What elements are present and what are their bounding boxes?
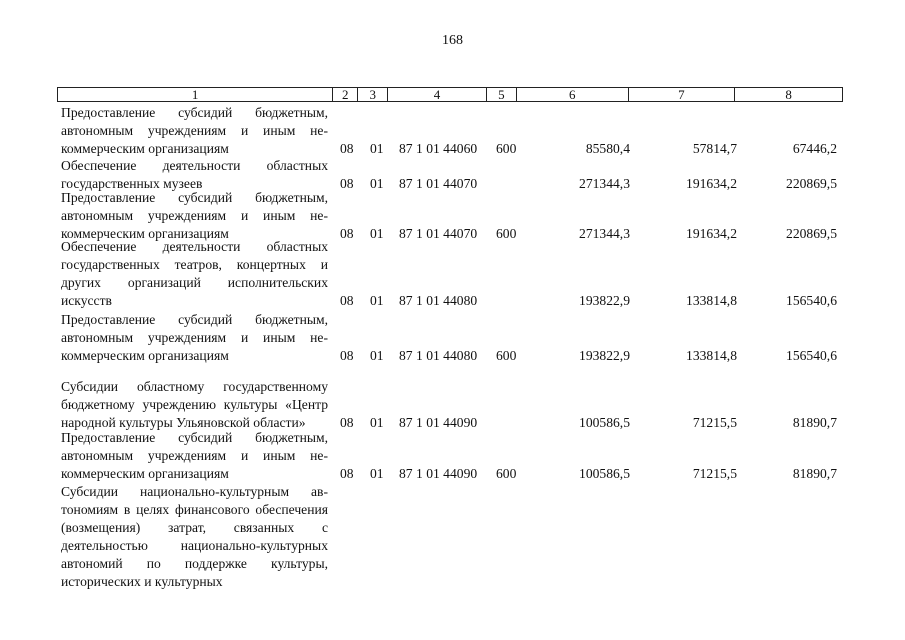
row-description: Субсидии национально-культурным автономиям в целях финансового обеспечения (возмещения) затрат, связанных с деятельностью национально-культурных автономий по поддержке культуры, исторических и культурных xyxy=(61,484,328,589)
column-header-7: 7 xyxy=(629,88,736,101)
cell-section: 08 xyxy=(340,141,354,156)
cell-amount-6: 193822,9 xyxy=(579,293,630,308)
column-header-1: 1 xyxy=(58,88,333,101)
cell-section: 08 xyxy=(340,293,354,308)
column-header-4: 4 xyxy=(388,88,487,101)
cell-subsection: 01 xyxy=(370,415,384,430)
column-header-8: 8 xyxy=(785,87,792,102)
cell-subsection: 01 xyxy=(370,466,384,481)
cell-amount-8: 220869,5 xyxy=(786,226,837,241)
cell-amount-8: 156540,6 xyxy=(786,293,837,308)
cell-expense-type: 600 xyxy=(496,466,517,481)
cell-amount-6: 100586,5 xyxy=(579,466,630,481)
cell-amount-7: 71215,5 xyxy=(692,466,737,481)
cell-amount-7: 191634,2 xyxy=(686,176,737,191)
row-description: Предоставление субсидий бюджетным, автономным учреждениям и иным некоммерческим организациям xyxy=(61,430,328,481)
cell-amount-8: 81890,7 xyxy=(792,466,837,481)
cell-amount-7: 71215,5 xyxy=(692,415,737,430)
cell-target-article: 87 1 01 44060 xyxy=(399,141,478,156)
cell-target-article: 87 1 01 44090 xyxy=(399,466,478,481)
cell-amount-7: 133814,8 xyxy=(686,348,737,363)
cell-target-article: 87 1 01 44080 xyxy=(399,348,478,363)
column-header-2: 2 xyxy=(333,88,358,101)
cell-amount-6: 271344,3 xyxy=(579,176,630,191)
cell-amount-7: 133814,8 xyxy=(686,293,737,308)
cell-amount-8: 81890,7 xyxy=(792,415,837,430)
column-header-5: 5 xyxy=(487,88,517,101)
cell-amount-8: 67446,2 xyxy=(792,141,837,156)
row-description: Предоставление субсидий бюджетным, автономным учреждениям и иным некоммерческим организациям xyxy=(61,105,328,156)
row-description: Предоставление субсидий бюджетным, автономным учреждениям и иным некоммерческим организациям xyxy=(61,190,328,241)
cell-amount-8: 156540,6 xyxy=(786,348,837,363)
column-header-3: 3 xyxy=(358,88,388,101)
cell-amount-6: 85580,4 xyxy=(585,141,630,156)
cell-amount-6: 193822,9 xyxy=(579,348,630,363)
cell-amount-6: 271344,3 xyxy=(579,226,630,241)
cell-amount-8: 220869,5 xyxy=(786,176,837,191)
row-description: Предоставление субсидий бюджетным, автономным учреждениям и иным некоммерческим организациям xyxy=(61,312,328,363)
cell-amount-7: 57814,7 xyxy=(692,141,737,156)
cell-expense-type: 600 xyxy=(496,226,517,241)
page-number: 168 xyxy=(442,33,463,48)
cell-expense-type: 600 xyxy=(496,141,517,156)
cell-target-article: 87 1 01 44070 xyxy=(399,176,478,191)
cell-subsection: 01 xyxy=(370,348,384,363)
cell-target-article: 87 1 01 44090 xyxy=(399,415,478,430)
cell-target-article: 87 1 01 44080 xyxy=(399,293,478,308)
cell-expense-type: 600 xyxy=(496,348,517,363)
row-description: Обеспечение деятельности областных государственных музеев xyxy=(61,158,328,191)
cell-subsection: 01 xyxy=(370,293,384,308)
cell-section: 08 xyxy=(340,415,354,430)
row-description: Обеспечение деятельности областных государственных театров, концертных и других организаций исполнительских искусств xyxy=(61,239,328,308)
cell-amount-6: 100586,5 xyxy=(579,415,630,430)
cell-subsection: 01 xyxy=(370,176,384,191)
column-header-6: 6 xyxy=(517,88,629,101)
cell-subsection: 01 xyxy=(370,141,384,156)
cell-section: 08 xyxy=(340,466,354,481)
cell-amount-7: 191634,2 xyxy=(686,226,737,241)
cell-section: 08 xyxy=(340,348,354,363)
cell-target-article: 87 1 01 44070 xyxy=(399,226,478,241)
cell-section: 08 xyxy=(340,226,354,241)
cell-section: 08 xyxy=(340,176,354,191)
cell-subsection: 01 xyxy=(370,226,384,241)
row-description: Субсидии областному государственному бюджетному учреждению культуры «Центр народной культуры Ульяновской области» xyxy=(61,379,328,430)
